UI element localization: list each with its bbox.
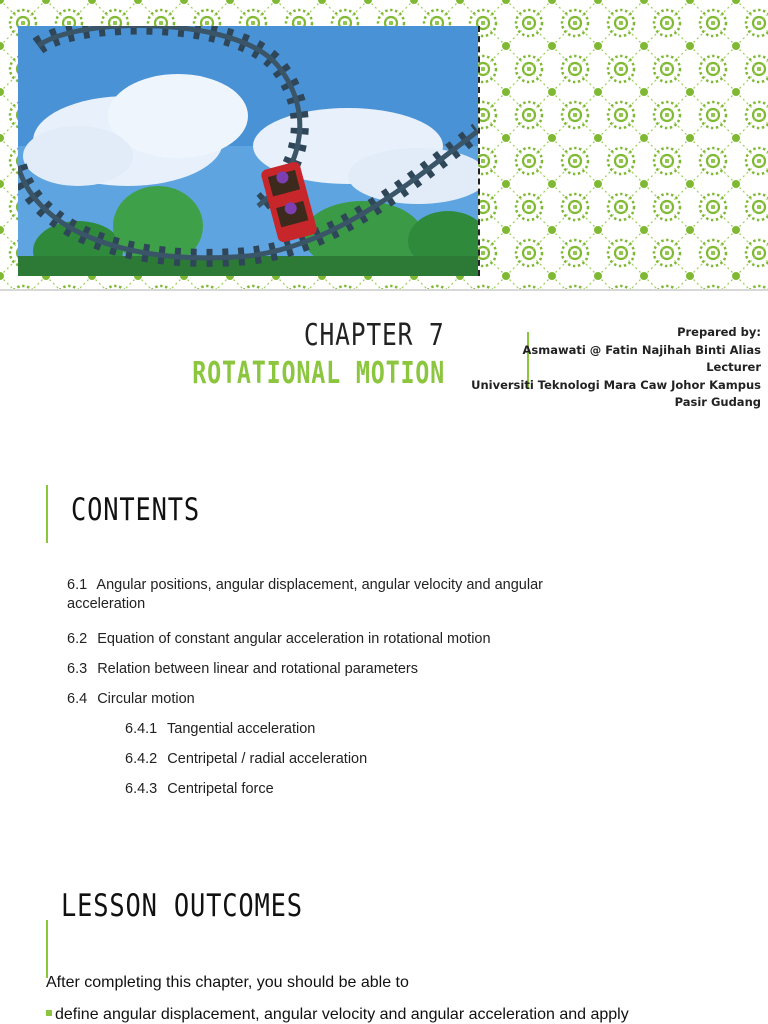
toc-number: 6.3 (67, 661, 88, 677)
chapter-subtitle: ROTATIONAL MOTION (192, 356, 445, 391)
credits-line: Pasir Gudang (674, 395, 761, 409)
bullet-marker-icon (46, 1010, 52, 1016)
toc-item (125, 750, 367, 769)
toc-item (67, 576, 543, 614)
toc-number: 6.4.3 (125, 781, 158, 797)
toc-item (67, 630, 491, 649)
toc-text: Centripetal force (167, 781, 274, 797)
title-slide (0, 0, 768, 430)
lesson-intro: After completing this chapter, you should be able to (46, 974, 409, 991)
toc-text: Equation of constant angular acceleration in rotational motion (97, 631, 491, 647)
contents-slide (0, 440, 768, 840)
toc-number: 6.4.1 (125, 721, 158, 737)
slide-divider (0, 289, 768, 291)
lesson-bullet-text: define angular displacement, angular velocity and angular acceleration and apply (55, 1006, 629, 1023)
toc-text-continued: acceleration (67, 596, 146, 612)
toc-item (67, 690, 195, 709)
credits-line: Lecturer (706, 360, 761, 374)
credits-line: Universiti Teknologi Mara Caw Johor Kampus (471, 377, 761, 392)
lesson-bullet-item (46, 1006, 629, 1024)
lesson-outcomes-heading: LESSON OUTCOMES (61, 888, 303, 924)
toc-number: 6.1 (67, 577, 88, 593)
toc-text: Angular positions, angular displacement, angular velocity and angular (96, 577, 543, 593)
toc-item (125, 720, 315, 739)
toc-item (67, 660, 418, 679)
toc-number: 6.2 (67, 631, 88, 647)
credits-block (471, 324, 761, 412)
chapter-title: CHAPTER 7 (304, 318, 445, 353)
contents-heading: CONTENTS (71, 492, 200, 528)
toc-text: Relation between linear and rotational parameters (97, 661, 419, 677)
toc-item (125, 780, 274, 799)
toc-text: Centripetal / radial acceleration (167, 751, 368, 767)
roller-coaster-image (18, 26, 480, 276)
toc-text: Tangential acceleration (167, 721, 316, 737)
toc-number: 6.4.2 (125, 751, 158, 767)
toc-number: 6.4 (67, 691, 88, 707)
accent-bar (46, 920, 48, 978)
toc-text: Circular motion (97, 691, 195, 707)
accent-bar (46, 485, 48, 543)
credits-line: Prepared by: (677, 325, 761, 339)
lesson-outcomes-slide (0, 868, 768, 1024)
credits-line: Asmawati @ Fatin Najihah Binti Alias (522, 342, 761, 357)
